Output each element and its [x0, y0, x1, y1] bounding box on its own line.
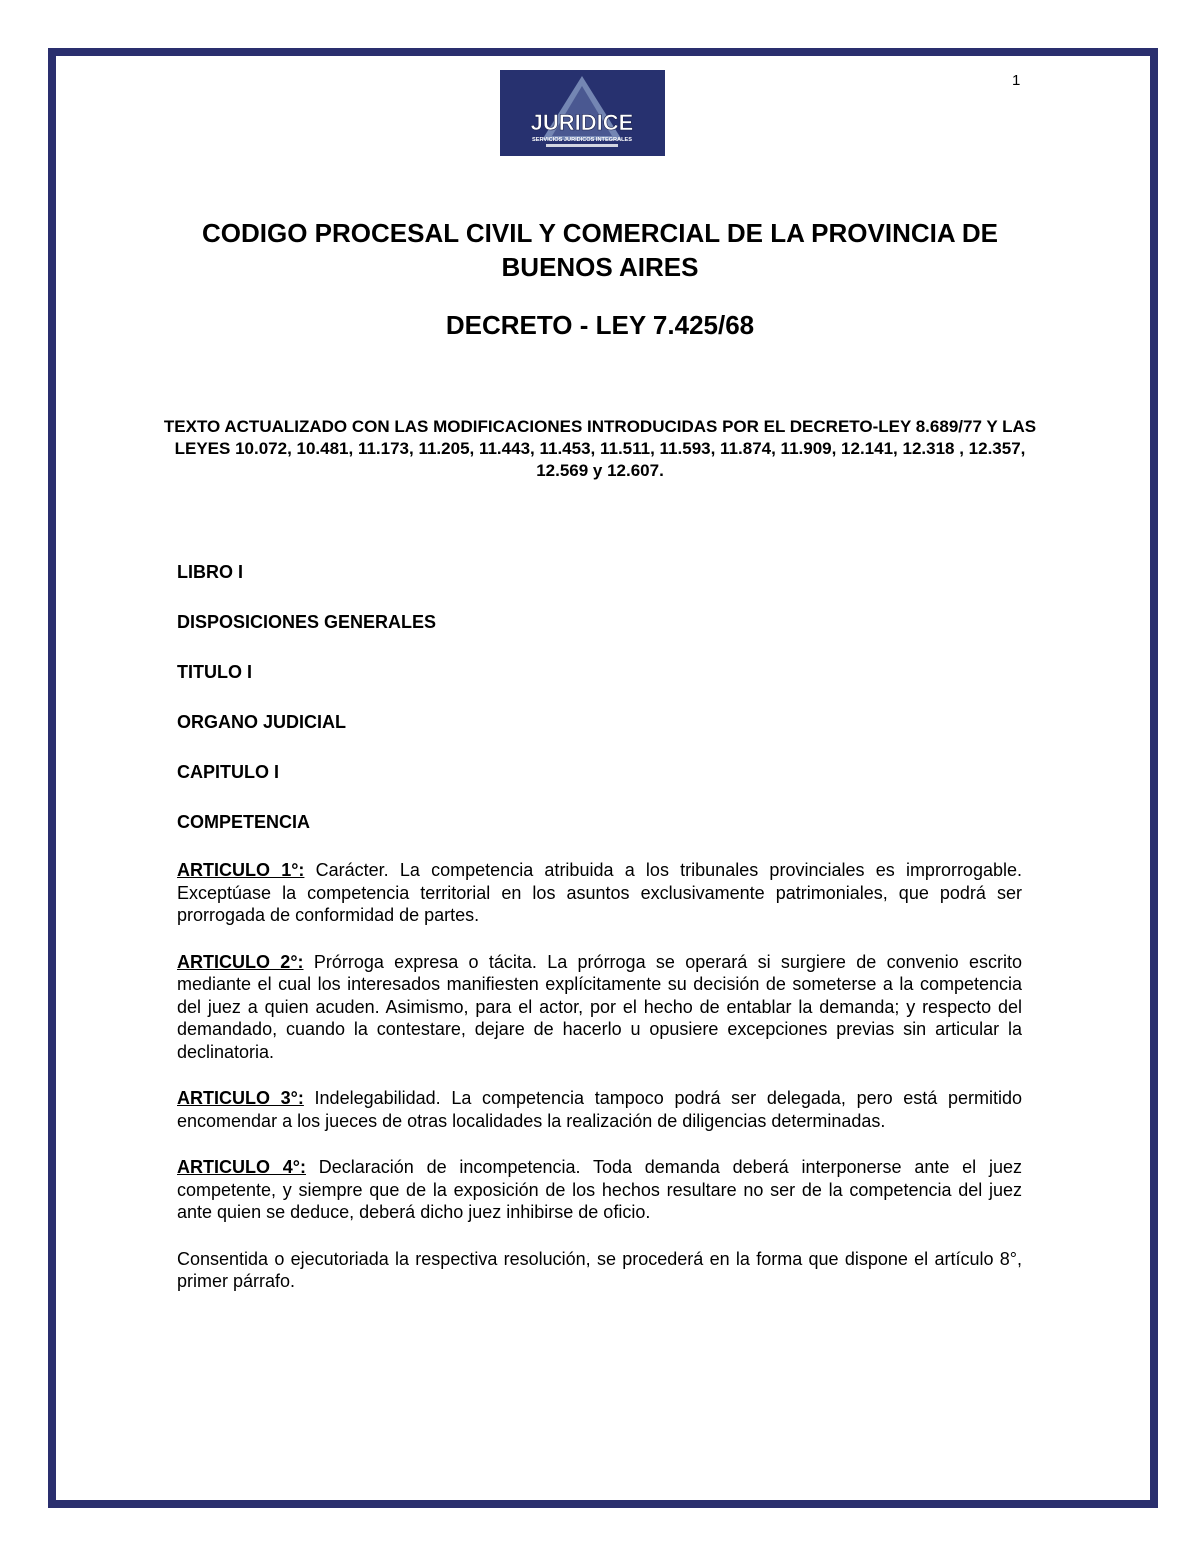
article-3-label: ARTICULO 3°:: [177, 1088, 304, 1108]
closing-paragraph: Consentida o ejecutoriada la respectiva resolución, se procederá en la forma que dispone el artículo 8°, primer párrafo.: [177, 1248, 1022, 1291]
update-note: TEXTO ACTUALIZADO CON LAS MODIFICACIONES INTRODUCIDAS POR EL DECRETO-LEY 8.689/77 Y LAS LEYES 10.072, 10.481, 11.173, 11.205, 11.443, 11.453, 11.511, 11.593, 11.874, 11.909, 12.141, 12.318 , 12.357, 12.569 y 12.607.: [163, 417, 1037, 480]
heading-competencia: COMPETENCIA: [177, 812, 311, 832]
document-body: [177, 561, 1022, 1317]
page-number: 1: [1012, 72, 1021, 89]
svg-text:SERVICIOS JURIDICOS INTEGRALES: SERVICIOS JURIDICOS INTEGRALES: [532, 137, 632, 143]
svg-text:JURIDICE: JURIDICE: [530, 110, 634, 135]
article-4-label: ARTICULO 4°:: [177, 1157, 306, 1177]
article-1: [177, 859, 1022, 927]
article-1-label: ARTICULO 1°:: [177, 860, 305, 880]
article-2-label: ARTICULO 2°:: [177, 951, 304, 972]
article-2-text: Prórroga expresa o tácita. La prórroga se operará si surgiere de convenio escrito mediante el cual los interesados manifiesten explícitamente su decisión de someterse a la competencia del juez a quien acuden. Asimismo, para el actor, por el hecho de entablar la demanda; y respecto del demandado, cuando la contestare, dejare de hacerlo u opusiere excepciones previas sin articular la declinatoria.: [177, 951, 1022, 1062]
document-title: CODIGO PROCESAL CIVIL Y COMERCIAL DE LA PROVINCIA DE BUENOS AIRES: [202, 218, 998, 282]
heading-titulo: TITULO I: [177, 662, 252, 682]
article-2: [177, 951, 1022, 1064]
article-4: [177, 1156, 1022, 1224]
heading-libro: LIBRO I: [177, 562, 243, 582]
article-1-text: Carácter. La competencia atribuida a los tribunales provinciales es improrrogable. Exceptúase la competencia territorial en los asuntos exclusivamente patrimoniales, que podrá ser prorrogada de conformidad de partes.: [177, 860, 1022, 925]
heading-capitulo: CAPITULO I: [177, 762, 279, 782]
article-3: [177, 1087, 1022, 1132]
juridice-logo: [500, 70, 665, 156]
article-4-text: Declaración de incompetencia. Toda demanda deberá interponerse ante el juez competente, y siempre que de la exposición de los hechos resultare no ser de la competencia del juez ante quien se deduce, deberá dicho juez inhibirse de oficio.: [177, 1157, 1022, 1222]
article-3-text: Indelegabilidad. La competencia tampoco podrá ser delegada, pero está permitido encomendar a los jueces de otras localidades la realización de diligencias determinadas.: [177, 1088, 1022, 1131]
heading-disposiciones: DISPOSICIONES GENERALES: [177, 612, 437, 632]
heading-organo: ORGANO JUDICIAL: [177, 712, 347, 732]
decree-title: DECRETO - LEY 7.425/68: [445, 310, 755, 340]
